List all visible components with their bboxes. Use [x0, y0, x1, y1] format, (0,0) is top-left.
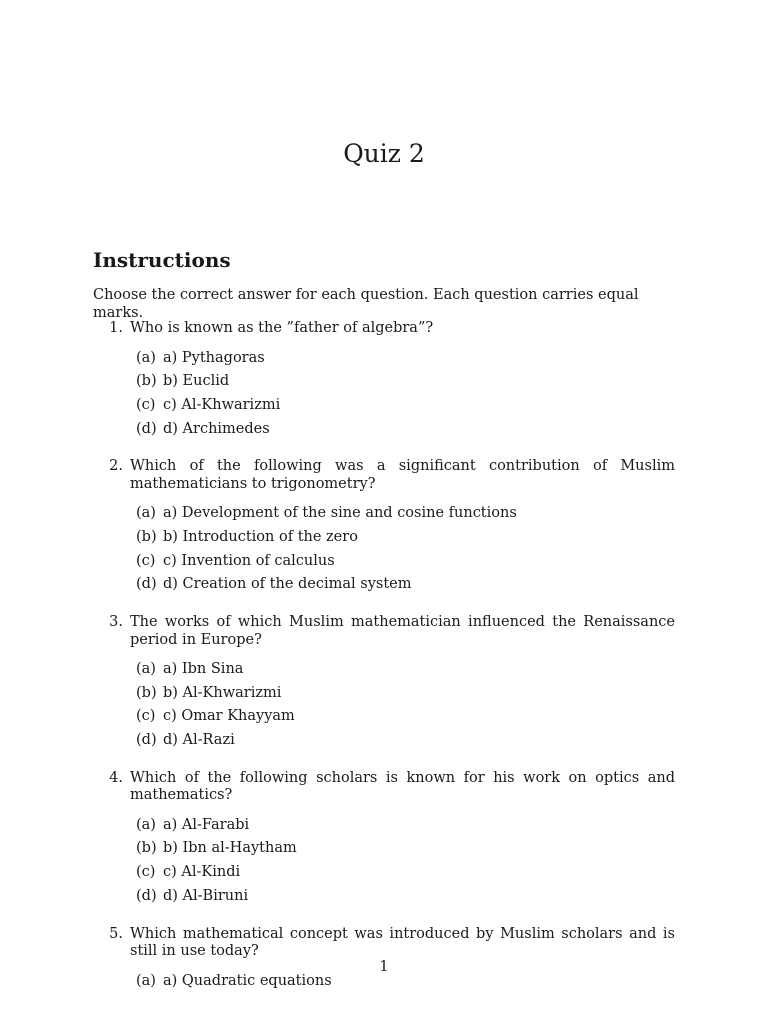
option-item: [93, 350, 675, 374]
question-text: Who is known as the ”father of algebra”?: [130, 320, 434, 336]
section-heading-instructions: Instructions: [93, 248, 231, 272]
page-title: Quiz 2: [343, 139, 425, 168]
option-item: [93, 888, 675, 912]
option-label: (c): [136, 708, 156, 725]
option-item: [93, 421, 675, 445]
option-label: (d): [136, 732, 157, 749]
option-label: (b): [136, 528, 157, 545]
option-text: c) Omar Khayyam: [163, 708, 295, 725]
option-list: [93, 505, 675, 600]
page-number: 1: [379, 959, 389, 975]
option-text: a) Development of the sine and cosine functions: [163, 505, 517, 522]
option-label: (a): [136, 349, 156, 366]
option-text: b) Introduction of the zero: [163, 528, 358, 545]
option-list: [93, 817, 675, 912]
option-item: [93, 732, 675, 756]
option-text: a) Pythagoras: [163, 349, 265, 366]
instructions-paragraph: Choose the correct answer for each question. Each question carries equal marks.: [93, 287, 639, 321]
option-label: (a): [136, 816, 156, 833]
option-text: d) Archimedes: [163, 420, 270, 437]
option-item: [93, 708, 675, 732]
question-number: 2.: [109, 458, 123, 475]
question-number: 3.: [109, 614, 123, 630]
option-item: [93, 840, 675, 864]
option-text: c) Al-Kindi: [163, 864, 241, 881]
option-item: [93, 685, 675, 709]
question-text: Which mathematical concept was introduced by Muslim scholars and is still in use today?: [130, 925, 675, 959]
question-4: [93, 770, 675, 912]
option-label: (b): [136, 840, 157, 857]
option-text: b) Al-Khwarizmi: [163, 684, 282, 701]
option-item: [93, 553, 675, 577]
option-label: (a): [136, 972, 156, 989]
question-text: The works of which Muslim mathematician influenced the Renaissance period in Europe?: [130, 614, 675, 648]
option-text: c) Al-Khwarizmi: [163, 396, 281, 413]
option-text: a) Al-Farabi: [163, 816, 250, 833]
option-text: d) Al-Razi: [163, 732, 235, 749]
question-2: [93, 458, 675, 600]
option-label: (b): [136, 373, 157, 390]
option-text: b) Ibn al-Haytham: [163, 840, 297, 857]
question-text: Which of the following was a significant contribution of Muslim mathematicians to trigonometry?: [130, 458, 675, 492]
option-text: d) Al-Biruni: [163, 887, 249, 904]
option-label: (d): [136, 887, 157, 904]
option-item: [93, 864, 675, 888]
option-label: (c): [136, 396, 156, 413]
option-label: (a): [136, 661, 156, 677]
option-text: a) Ibn Sina: [163, 661, 244, 677]
option-label: (b): [136, 684, 157, 701]
option-label: (c): [136, 864, 156, 881]
option-text: b) Euclid: [163, 373, 230, 390]
question-text: Which of the following scholars is known for his work on optics and mathematics?: [130, 769, 675, 804]
option-list: [93, 350, 675, 445]
option-text: c) Invention of calculus: [163, 552, 335, 569]
question-1: [93, 320, 675, 444]
option-label: (a): [136, 505, 156, 522]
option-label: (d): [136, 420, 157, 437]
question-list: [93, 320, 675, 1010]
option-list: [93, 661, 675, 756]
option-item: [93, 576, 675, 600]
option-item: [93, 661, 675, 685]
option-item: [93, 529, 675, 553]
question-number: 4.: [109, 769, 123, 786]
option-item: [93, 373, 675, 397]
option-item: [93, 973, 675, 997]
question-number: 1.: [109, 320, 123, 336]
option-text: d) Creation of the decimal system: [163, 576, 412, 593]
option-item: [93, 397, 675, 421]
option-list: [93, 973, 675, 997]
option-label: (d): [136, 576, 157, 593]
question-3: [93, 614, 675, 756]
option-label: (c): [136, 552, 156, 569]
question-number: 5.: [109, 925, 123, 942]
option-item: [93, 505, 675, 529]
option-item: [93, 817, 675, 841]
option-text: a) Quadratic equations: [163, 972, 332, 989]
